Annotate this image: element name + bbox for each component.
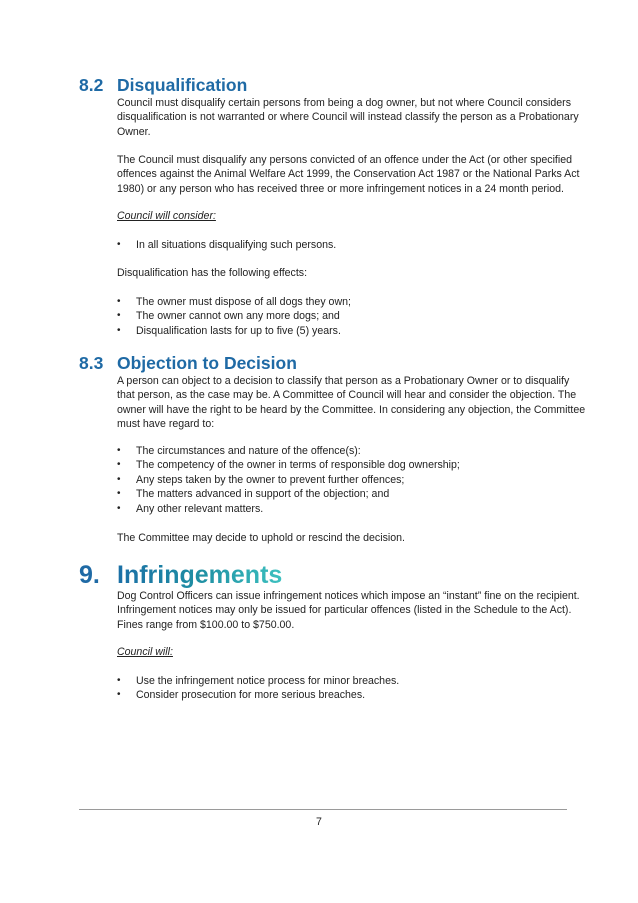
section-8-3-number: 8.3 bbox=[79, 353, 104, 373]
bullet-icon: • bbox=[117, 473, 121, 485]
footer-divider bbox=[79, 809, 567, 810]
list-item: • The owner must dispose of all dogs they own; bbox=[117, 296, 351, 308]
section-8-3-paragraph-1: A person can object to a decision to classify that person as a Probationary Owner or to disqualify that person, as the case may be. A Committee of Council will hear and consider the objection. The owner will have the right to be heard by the Committee. In considering any objection, the Committee must have regard to: bbox=[117, 375, 586, 431]
bullet-icon: • bbox=[117, 502, 121, 514]
list-item: • The matters advanced in support of the objection; and bbox=[117, 488, 390, 501]
list-item: • Disqualification lasts for up to five (5) years. bbox=[117, 324, 341, 337]
section-8-2-title: Disqualification bbox=[117, 75, 248, 95]
section-8-3-heading bbox=[79, 353, 297, 373]
section-8-2-consider-list bbox=[117, 238, 587, 252]
section-8-2-heading bbox=[79, 75, 247, 95]
section-9-paragraph-1: Dog Control Officers can issue infringement notices which impose an “instant” fine on the recipient. Infringement notices may only be issued for particular offences (listed in the Schedule to the Act). Fines range from $100.00 to $750.00. bbox=[117, 590, 580, 631]
list-item: • The competency of the owner in terms of responsible dog ownership; bbox=[117, 459, 460, 472]
bullet-icon: • bbox=[117, 675, 121, 686]
bullet-icon: • bbox=[117, 445, 121, 456]
section-9-number: 9. bbox=[79, 561, 100, 589]
section-8-2-paragraph-1: Council must disqualify certain persons from being a dog owner, but not where Council considers disqualification is not warranted or where Council will instead classify the person as a Probationary Owner. bbox=[117, 97, 579, 138]
section-8-3-list bbox=[117, 444, 587, 516]
list-item: • Consider prosecution for more serious breaches. bbox=[117, 689, 366, 702]
section-8-3-closing: The Committee may decide to uphold or rescind the decision. bbox=[117, 532, 405, 544]
section-8-2-number: 8.2 bbox=[79, 75, 104, 95]
list-item: • In all situations disqualifying such persons. bbox=[117, 239, 337, 251]
list-item: • The circumstances and nature of the offence(s): bbox=[117, 445, 361, 457]
section-9-list bbox=[117, 674, 587, 703]
list-item: • The owner cannot own any more dogs; and bbox=[117, 310, 340, 323]
section-8-2-paragraph-2: The Council must disqualify any persons convicted of an offence under the Act (or other specified offences against the Animal Welfare Act 1999, the Conservation Act 1987 or the National Parks Act 1980) or any person who has received three or more infringement notices in a 24 month period. bbox=[117, 154, 580, 195]
section-8-2-effects-intro: Disqualification has the following effects: bbox=[117, 267, 308, 279]
section-9-subheading: Council will: bbox=[117, 646, 173, 658]
bullet-icon: • bbox=[117, 459, 121, 471]
page-number: 7 bbox=[316, 816, 322, 828]
bullet-icon: • bbox=[117, 689, 121, 701]
bullet-icon: • bbox=[117, 239, 121, 250]
bullet-icon: • bbox=[117, 296, 121, 307]
bullet-icon: • bbox=[117, 324, 121, 336]
list-item: • Any steps taken by the owner to prevent further offences; bbox=[117, 473, 405, 486]
list-item: • Use the infringement notice process for minor breaches. bbox=[117, 675, 400, 687]
section-8-3-title: Objection to Decision bbox=[117, 353, 297, 373]
section-9-heading bbox=[79, 561, 282, 589]
section-8-2-effects-list bbox=[117, 295, 587, 338]
bullet-icon: • bbox=[117, 310, 121, 322]
list-item: • Any other relevant matters. bbox=[117, 502, 264, 515]
section-8-2-subheading: Council will consider: bbox=[117, 210, 216, 222]
section-9-title: Infringements bbox=[117, 561, 283, 589]
bullet-icon: • bbox=[117, 488, 121, 500]
